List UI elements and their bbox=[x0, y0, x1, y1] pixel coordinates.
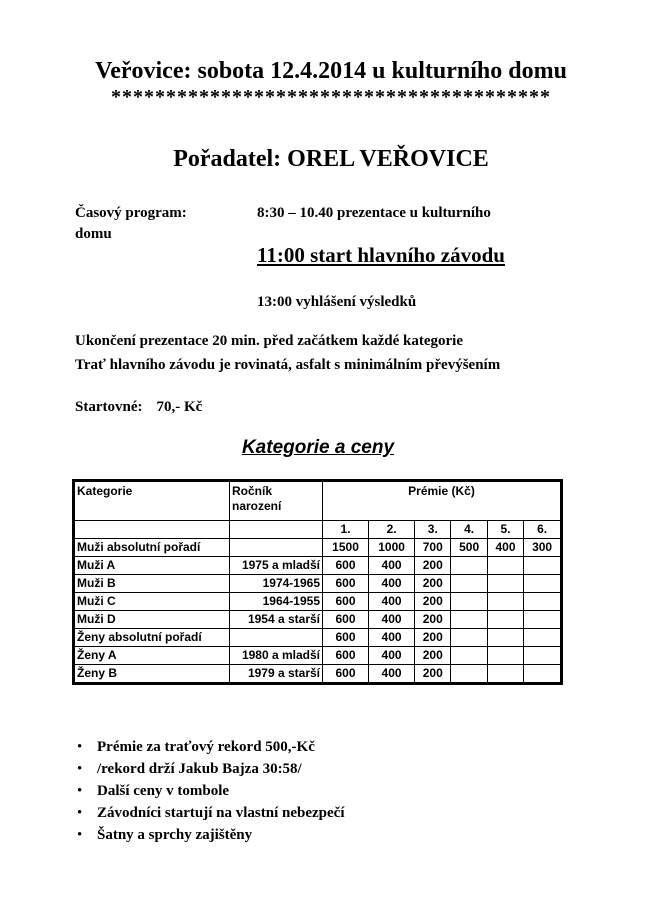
prize-cell bbox=[451, 557, 487, 575]
prize-cell bbox=[451, 611, 487, 629]
page-title: Veřovice: sobota 12.4.2014 u kulturního domu bbox=[95, 58, 567, 84]
category-cell: Muži C bbox=[74, 593, 230, 611]
table-row bbox=[74, 665, 562, 684]
prize-cell: 700 bbox=[415, 539, 451, 557]
place-cell: 6. bbox=[524, 521, 562, 539]
prize-cell: 400 bbox=[369, 665, 415, 684]
prize-cell bbox=[524, 557, 562, 575]
table-row bbox=[74, 629, 562, 647]
prize-cell: 400 bbox=[369, 611, 415, 629]
birth-cell: 1975 a mladší bbox=[230, 557, 323, 575]
prize-cell bbox=[487, 611, 523, 629]
place-cell: 4. bbox=[451, 521, 487, 539]
header-premiums: Prémie (Kč) bbox=[323, 481, 562, 521]
main-race-start: 11:00 start hlavního závodu bbox=[257, 243, 505, 267]
prize-cell: 400 bbox=[369, 647, 415, 665]
prize-cell: 600 bbox=[323, 665, 369, 684]
prize-cell bbox=[524, 575, 562, 593]
birth-cell bbox=[230, 629, 323, 647]
prize-cell bbox=[524, 593, 562, 611]
place-cell: 5. bbox=[487, 521, 523, 539]
prize-cell: 200 bbox=[415, 647, 451, 665]
table-header-row bbox=[74, 481, 562, 521]
birth-cell bbox=[230, 539, 323, 557]
prize-cell bbox=[487, 575, 523, 593]
prize-cell: 600 bbox=[323, 647, 369, 665]
table-row bbox=[74, 575, 562, 593]
prize-cell bbox=[451, 647, 487, 665]
prize-cell: 600 bbox=[323, 557, 369, 575]
prize-cell bbox=[451, 629, 487, 647]
prize-cell: 1000 bbox=[369, 539, 415, 557]
prize-cell bbox=[487, 557, 523, 575]
prize-cell bbox=[451, 575, 487, 593]
prize-cell bbox=[451, 593, 487, 611]
entry-fee-label: Startovné: bbox=[75, 399, 143, 415]
prize-cell bbox=[487, 647, 523, 665]
prize-cell: 400 bbox=[369, 557, 415, 575]
prize-cell: 1500 bbox=[323, 539, 369, 557]
note-course: Trať hlavního závodu je rovinatá, asfalt s minimálním převýšením bbox=[75, 357, 501, 373]
table-places-row bbox=[74, 521, 562, 539]
birth-cell: 1974-1965 bbox=[230, 575, 323, 593]
header-birth-line2: narození bbox=[232, 499, 282, 513]
list-item: • /rekord drží Jakub Bajza 30:58/ bbox=[75, 758, 345, 780]
prize-cell: 200 bbox=[415, 593, 451, 611]
category-cell: Ženy A bbox=[74, 647, 230, 665]
birth-cell: 1964-1955 bbox=[230, 593, 323, 611]
prize-cell: 200 bbox=[415, 611, 451, 629]
program-label: Časový program: bbox=[75, 205, 187, 221]
prize-table bbox=[72, 479, 563, 685]
category-cell: Muži absolutní pořadí bbox=[74, 539, 230, 557]
prize-cell: 200 bbox=[415, 629, 451, 647]
prize-cell: 200 bbox=[415, 665, 451, 684]
organizer-heading: Pořadatel: OREL VEŘOVICE bbox=[173, 146, 489, 172]
category-cell: Muži D bbox=[74, 611, 230, 629]
header-birth-year bbox=[230, 481, 323, 521]
category-cell: Ženy absolutní pořadí bbox=[74, 629, 230, 647]
prize-cell bbox=[451, 665, 487, 684]
table-row bbox=[74, 647, 562, 665]
header-category: Kategorie bbox=[74, 481, 230, 521]
prize-cell: 300 bbox=[524, 539, 562, 557]
table-row bbox=[74, 611, 562, 629]
prize-cell: 400 bbox=[369, 593, 415, 611]
program-registration: 8:30 – 10.40 prezentace u kulturního bbox=[257, 205, 491, 221]
prize-cell: 600 bbox=[323, 575, 369, 593]
table-row bbox=[74, 539, 562, 557]
place-cell: 2. bbox=[369, 521, 415, 539]
birth-cell: 1979 a starší bbox=[230, 665, 323, 684]
category-cell: Muži A bbox=[74, 557, 230, 575]
category-cell: Ženy B bbox=[74, 665, 230, 684]
table-row bbox=[74, 557, 562, 575]
list-item: • Prémie za traťový rekord 500,-Kč bbox=[75, 736, 345, 758]
prize-cell: 200 bbox=[415, 557, 451, 575]
prize-cell: 200 bbox=[415, 575, 451, 593]
birth-cell: 1954 a starší bbox=[230, 611, 323, 629]
prize-cell bbox=[487, 665, 523, 684]
prize-cell bbox=[487, 593, 523, 611]
prize-cell: 400 bbox=[369, 575, 415, 593]
list-item: • Závodníci startují na vlastní nebezpečí bbox=[75, 802, 345, 824]
category-cell: Muži B bbox=[74, 575, 230, 593]
entry-fee-value: 70,- Kč bbox=[156, 399, 203, 415]
prize-cell: 600 bbox=[323, 593, 369, 611]
prize-cell bbox=[524, 611, 562, 629]
prize-cell bbox=[524, 629, 562, 647]
prize-cell bbox=[487, 629, 523, 647]
info-bullet-list bbox=[75, 736, 345, 846]
birth-cell: 1980 a mladší bbox=[230, 647, 323, 665]
prize-cell: 500 bbox=[451, 539, 487, 557]
table-row bbox=[74, 593, 562, 611]
list-item: • Další ceny v tombole bbox=[75, 780, 345, 802]
categories-heading: Kategorie a ceny bbox=[241, 437, 395, 458]
program-results: 13:00 vyhlášení výsledků bbox=[257, 294, 417, 310]
prize-cell bbox=[524, 665, 562, 684]
prize-cell: 600 bbox=[323, 629, 369, 647]
header-birth-line1: Ročník bbox=[232, 484, 273, 498]
prize-cell: 400 bbox=[369, 629, 415, 647]
note-registration-close: Ukončení prezentace 20 min. před začátkem každé kategorie bbox=[75, 333, 463, 349]
prize-cell: 400 bbox=[487, 539, 523, 557]
list-item: • Šatny a sprchy zajištěny bbox=[75, 824, 345, 846]
star-divider: **************************************** bbox=[111, 86, 551, 108]
place-cell: 1. bbox=[323, 521, 369, 539]
prize-cell: 600 bbox=[323, 611, 369, 629]
program-registration-wrap: domu bbox=[75, 226, 112, 242]
entry-fee bbox=[75, 399, 202, 416]
prize-cell bbox=[524, 647, 562, 665]
place-cell: 3. bbox=[415, 521, 451, 539]
